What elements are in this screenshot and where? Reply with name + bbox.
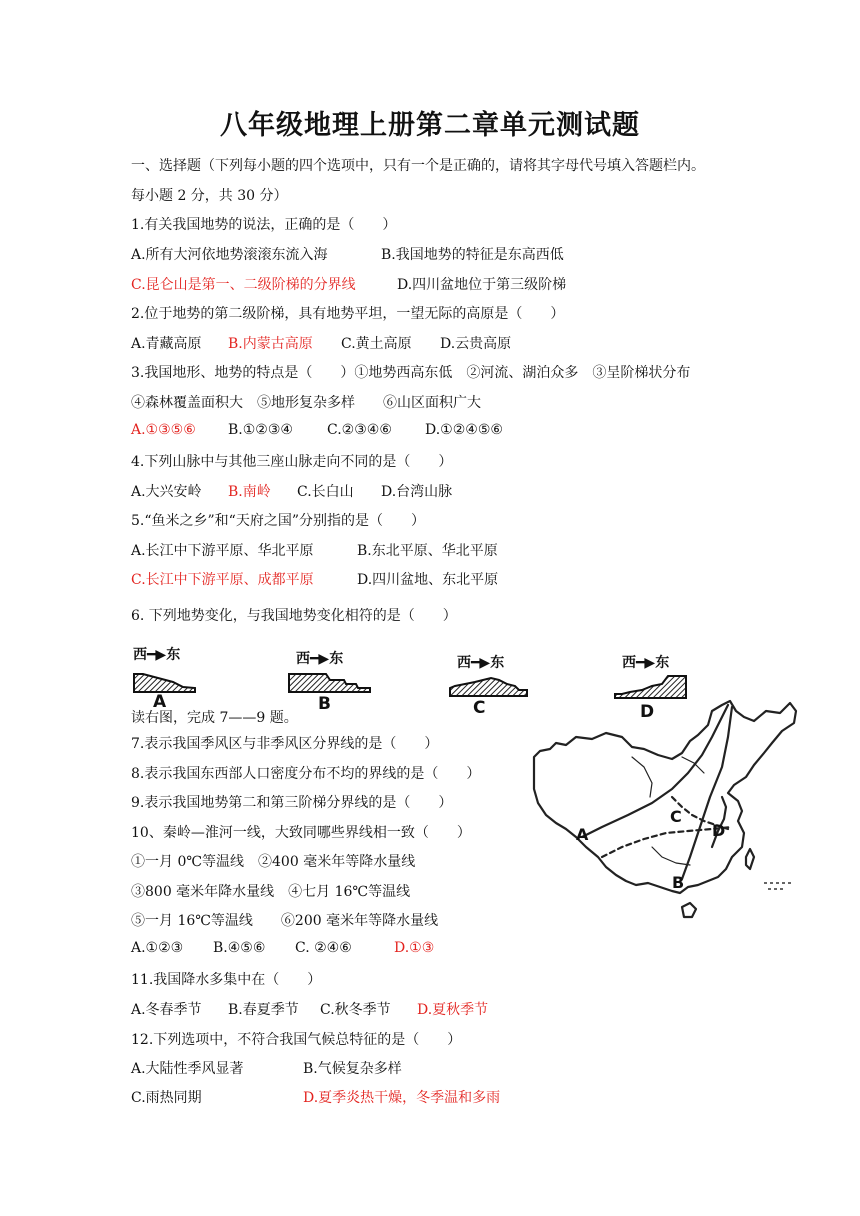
question-10-choices-1: ①一月 0℃等温线 ②400 毫米年等降水量线 <box>131 854 416 870</box>
q4-option-c: C.长白山 <box>297 484 354 500</box>
q1-option-c: C.昆仑山是第一、二级阶梯的分界线 <box>131 277 356 293</box>
q2-option-b: B.内蒙古高原 <box>228 336 313 352</box>
q4-option-a: A.大兴安岭 <box>131 484 202 500</box>
direction-label: 西━▶东 <box>457 655 505 671</box>
q11-option-b: B.春夏季节 <box>228 1002 299 1018</box>
diagram-letter-c: C <box>473 698 486 718</box>
question-12: 12.下列选项中，不符合我国气候总特征的是（ ） <box>131 1032 462 1048</box>
q10-option-d: D.①③ <box>394 940 435 956</box>
question-11: 11.我国降水多集中在（ ） <box>131 972 322 988</box>
map-intro: 读右图，完成 7——9 题。 <box>131 710 298 726</box>
china-outline-map <box>532 697 798 933</box>
direction-label: 西━▶东 <box>133 647 181 663</box>
question-4: 4.下列山脉中与其他三座山脉走向不同的是（ ） <box>131 454 453 470</box>
terrain-diagram-b <box>288 648 378 716</box>
question-5: 5.“鱼米之乡”和“天府之国”分别指的是（ ） <box>131 513 425 529</box>
q5-option-d: D.四川盆地、东北平原 <box>357 572 499 588</box>
q3-option-b: B.①②③④ <box>228 422 293 438</box>
terrain-diagram-a <box>133 644 213 712</box>
q12-option-c: C.雨热同期 <box>131 1090 202 1106</box>
q4-option-b: B.南岭 <box>228 484 271 500</box>
direction-label: 西━▶东 <box>622 655 670 671</box>
question-8: 8.表示我国东西部人口密度分布不均的界线的是（ ） <box>131 766 481 782</box>
q5-option-c: C.长江中下游平原、成都平原 <box>131 572 314 588</box>
diagram-letter-d: D <box>640 702 655 722</box>
q3-option-d: D.①②④⑤⑥ <box>425 422 503 438</box>
q4-option-d: D.台湾山脉 <box>381 484 453 500</box>
question-7: 7.表示我国季风区与非季风区分界线的是（ ） <box>131 736 439 752</box>
diagram-letter-a: A <box>153 692 167 712</box>
map-label-d: D <box>712 821 726 840</box>
question-9: 9.表示我国地势第二和第三阶梯分界线的是（ ） <box>131 795 453 811</box>
terrain-profile-b <box>288 670 372 694</box>
q3-option-a: A.①③⑤⑥ <box>131 422 196 438</box>
terrain-profile-a <box>133 668 197 694</box>
china-boundary-map <box>532 697 798 937</box>
q12-option-d: D.夏季炎热干燥，冬季温和多雨 <box>303 1090 501 1106</box>
question-2: 2.位于地势的第二级阶梯，具有地势平坦，一望无际的高原是（ ） <box>131 306 565 322</box>
q1-option-b: B.我国地势的特征是东高西低 <box>381 247 564 263</box>
q11-option-d: D.夏秋季节 <box>417 1002 489 1018</box>
map-label-b: B <box>672 873 685 892</box>
question-1: 1.有关我国地势的说法，正确的是（ ） <box>131 217 397 233</box>
q5-option-a: A.长江中下游平原、华北平原 <box>131 543 314 559</box>
map-label-a: A <box>576 825 589 844</box>
q1-option-d: D.四川盆地位于第三级阶梯 <box>397 277 567 293</box>
q10-option-a: A.①②③ <box>131 940 184 956</box>
terrain-diagram-c <box>449 652 539 720</box>
q2-option-a: A.青藏高原 <box>131 336 202 352</box>
q12-option-a: A.大陆性季风显著 <box>131 1061 244 1077</box>
q12-option-b: B.气候复杂多样 <box>303 1061 402 1077</box>
section-heading-cont: 每小题 2 分，共 30 分） <box>131 188 288 204</box>
q11-option-c: C.秋冬季节 <box>320 1002 391 1018</box>
question-10-choices-3: ⑤一月 16℃等温线 ⑥200 毫米年等降水量线 <box>131 913 439 929</box>
question-6: 6. 下列地势变化，与我国地势变化相符的是（ ） <box>131 608 457 624</box>
q1-option-a: A.所有大河依地势滚滚东流入海 <box>131 247 328 263</box>
question-10-choices-2: ③800 毫米年降水量线 ④七月 16℃等温线 <box>131 884 411 900</box>
q3-option-c: C.②③④⑥ <box>327 422 392 438</box>
question-10: 10、秦岭—淮河一线，大致同哪些界线相一致（ ） <box>131 825 471 841</box>
q10-option-b: B.④⑤⑥ <box>213 940 266 956</box>
diagram-letter-b: B <box>318 694 331 714</box>
direction-label: 西━▶东 <box>296 651 344 667</box>
q2-option-d: D.云贵高原 <box>440 336 512 352</box>
q11-option-a: A.冬春季节 <box>131 1002 202 1018</box>
section-heading: 一、选择题（下列每小题的四个选项中，只有一个是正确的，请将其字母代号填入答题栏内。 <box>131 158 705 174</box>
question-3: 3.我国地形、地势的特点是（ ）①地势西高东低 ②河流、湖泊众多 ③呈阶梯状分布 <box>131 365 691 381</box>
question-3-cont: ④森林覆盖面积大 ⑤地形复杂多样 ⑥山区面积广大 <box>131 395 481 411</box>
q10-option-c: C. ②④⑥ <box>295 940 352 956</box>
map-label-c: C <box>670 807 682 826</box>
q2-option-c: C.黄土高原 <box>341 336 412 352</box>
page-title: 八年级地理上册第二章单元测试题 <box>220 110 640 141</box>
terrain-profile-c <box>449 674 529 698</box>
q5-option-b: B.东北平原、华北平原 <box>357 543 498 559</box>
